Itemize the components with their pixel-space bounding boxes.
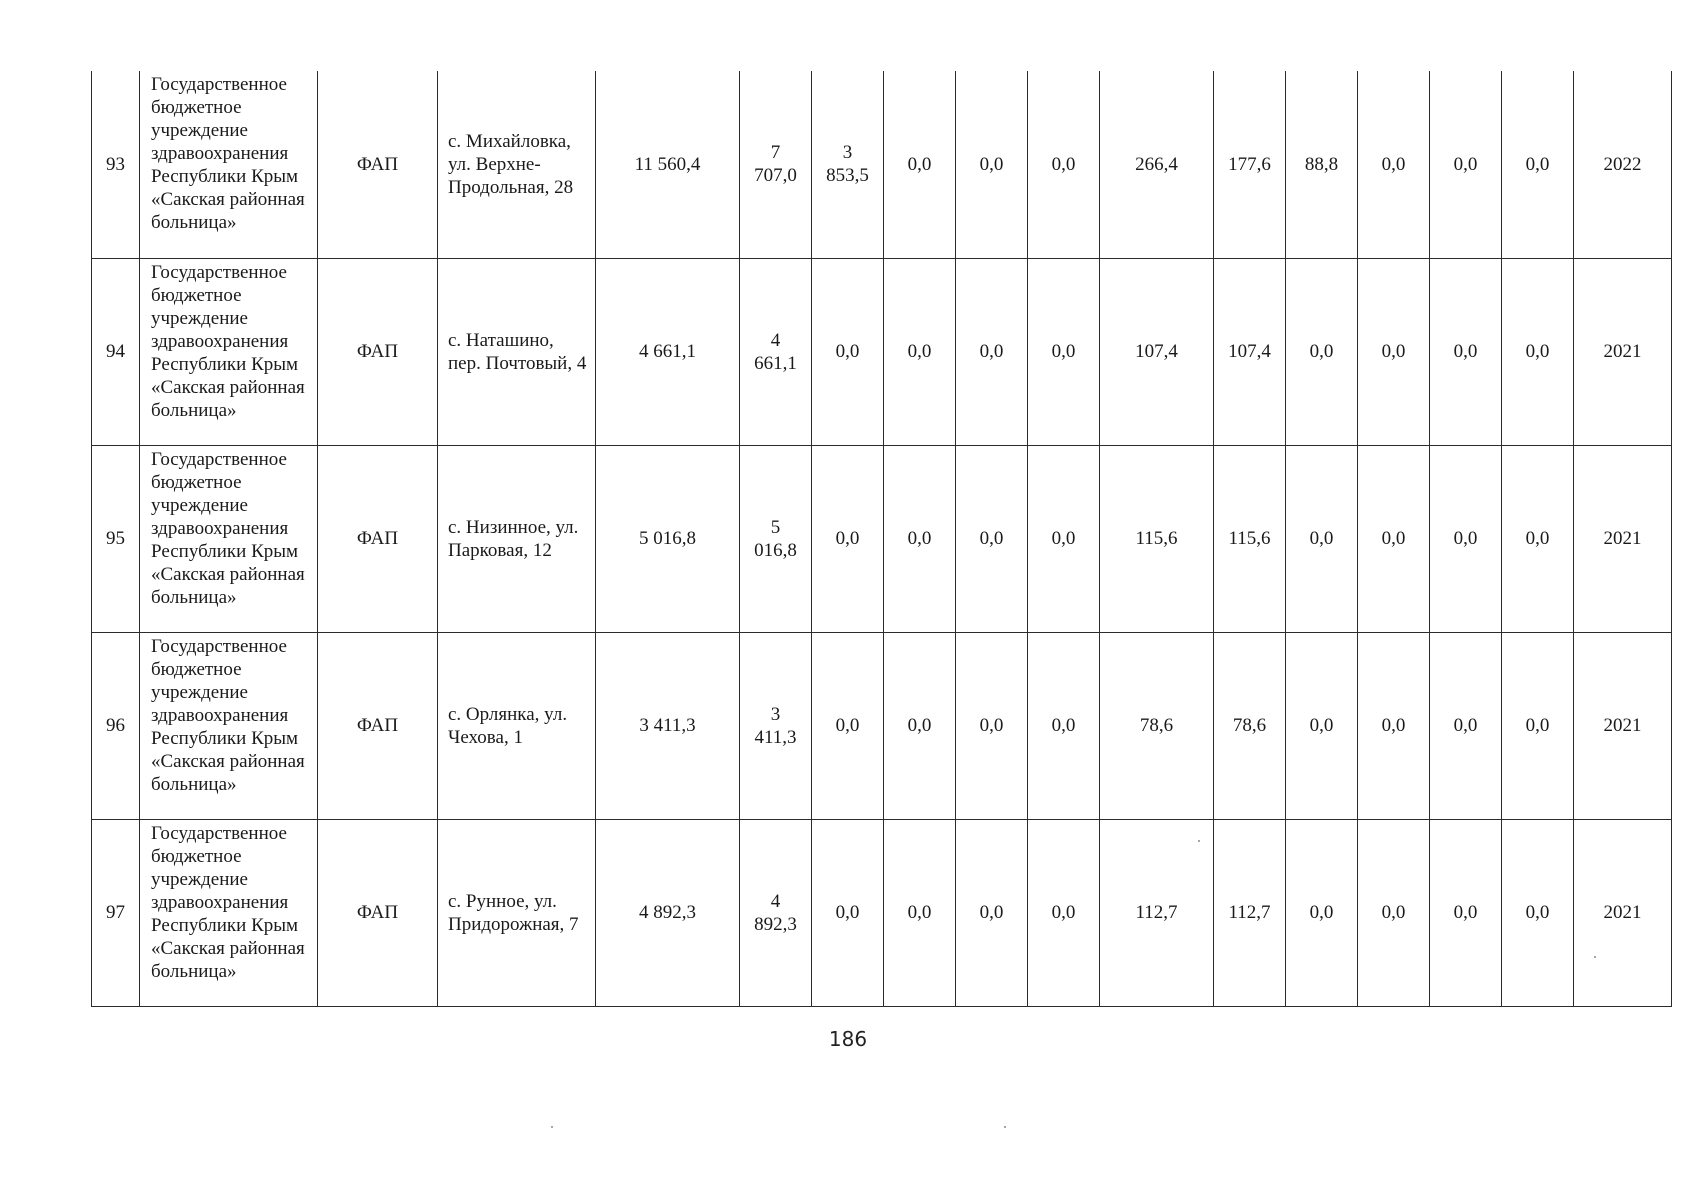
facility-address: с. Рунное, ул. Придорожная, 7	[438, 819, 596, 1006]
funding-col-a-line1: 5	[770, 516, 781, 538]
value-cell: 107,4	[1214, 258, 1286, 445]
facility-type: ФАП	[318, 445, 438, 632]
funding-col-b: 0,0	[812, 819, 884, 1006]
funding-col-b	[812, 71, 884, 258]
table-row	[92, 71, 1672, 258]
table-row	[92, 819, 1672, 1006]
organization-name: Государственное бюджетное учреждение здравоохранения Республики Крым «Сакская районная больница»	[140, 258, 318, 445]
scan-speck	[551, 1126, 553, 1128]
value-cell: 0,0	[1430, 632, 1502, 819]
funding-col-a-line1: 4	[770, 890, 781, 912]
value-cell: 0,0	[1502, 445, 1574, 632]
value-cell: 0,0	[1028, 258, 1100, 445]
value-cell: 0,0	[1286, 258, 1358, 445]
value-cell: 0,0	[1430, 445, 1502, 632]
total-cost: 4 892,3	[596, 819, 740, 1006]
funding-col-a-line2: 707,0	[754, 165, 797, 187]
organization-name: Государственное бюджетное учреждение здравоохранения Республики Крым «Сакская районная больница»	[140, 445, 318, 632]
value-cell: 0,0	[1502, 632, 1574, 819]
value-cell: 0,0	[1358, 258, 1430, 445]
year-cell: 2021	[1574, 445, 1672, 632]
value-cell: 0,0	[1286, 819, 1358, 1006]
funding-col-a	[740, 819, 812, 1006]
value-cell: 0,0	[1028, 632, 1100, 819]
funding-col-b-line1: 3	[842, 142, 853, 164]
value-cell: 115,6	[1100, 445, 1214, 632]
facility-type: ФАП	[318, 632, 438, 819]
facility-address: с. Орлянка, ул. Чехова, 1	[438, 632, 596, 819]
facility-type: ФАП	[318, 71, 438, 258]
value-cell: 0,0	[1028, 71, 1100, 258]
funding-col-a-line2: 016,8	[754, 539, 797, 561]
funding-col-a-line1: 7	[770, 142, 781, 164]
value-cell: 0,0	[956, 258, 1028, 445]
funding-col-a	[740, 632, 812, 819]
value-cell: 0,0	[956, 445, 1028, 632]
value-cell: 0,0	[1430, 819, 1502, 1006]
facility-type: ФАП	[318, 819, 438, 1006]
funding-col-a-line2: 411,3	[754, 726, 797, 748]
page-number: 186	[828, 1027, 868, 1051]
value-cell: 78,6	[1214, 632, 1286, 819]
funding-col-b: 0,0	[812, 632, 884, 819]
funding-col-a	[740, 445, 812, 632]
year-cell: 2021	[1574, 258, 1672, 445]
year-cell: 2021	[1574, 632, 1672, 819]
table-row	[92, 258, 1672, 445]
table-row	[92, 632, 1672, 819]
organization-name: Государственное бюджетное учреждение здравоохранения Республики Крым «Сакская районная больница»	[140, 819, 318, 1006]
value-cell: 115,6	[1214, 445, 1286, 632]
row-number: 93	[92, 71, 140, 258]
funding-col-a-line2: 661,1	[754, 352, 797, 374]
row-number: 96	[92, 632, 140, 819]
value-cell: 0,0	[884, 445, 956, 632]
organization-name: Государственное бюджетное учреждение здравоохранения Республики Крым «Сакская районная больница»	[140, 632, 318, 819]
total-cost: 5 016,8	[596, 445, 740, 632]
value-cell: 0,0	[1430, 258, 1502, 445]
funding-col-a	[740, 71, 812, 258]
value-cell: 0,0	[884, 258, 956, 445]
value-cell: 0,0	[956, 632, 1028, 819]
value-cell: 0,0	[1358, 71, 1430, 258]
year-cell: 2022	[1574, 71, 1672, 258]
scan-speck	[1594, 956, 1596, 958]
row-number: 95	[92, 445, 140, 632]
facility-address: с. Михайловка, ул. Верхне-Продольная, 28	[438, 71, 596, 258]
facility-address: с. Наташино, пер. Почтовый, 4	[438, 258, 596, 445]
value-cell: 0,0	[1358, 632, 1430, 819]
funding-col-a-line1: 4	[770, 329, 781, 351]
table-row	[92, 445, 1672, 632]
organization-name: Государственное бюджетное учреждение здравоохранения Республики Крым «Сакская районная больница»	[140, 71, 318, 258]
value-cell: 107,4	[1100, 258, 1214, 445]
value-cell: 0,0	[884, 632, 956, 819]
facilities-table	[91, 71, 1672, 1007]
value-cell: 88,8	[1286, 71, 1358, 258]
value-cell: 0,0	[1028, 445, 1100, 632]
funding-col-b: 0,0	[812, 445, 884, 632]
value-cell: 112,7	[1214, 819, 1286, 1006]
value-cell: 177,6	[1214, 71, 1286, 258]
value-cell: 78,6	[1100, 632, 1214, 819]
total-cost: 4 661,1	[596, 258, 740, 445]
value-cell: 0,0	[1430, 71, 1502, 258]
value-cell: 0,0	[884, 819, 956, 1006]
funding-col-b-line2: 853,5	[826, 165, 869, 187]
row-number: 94	[92, 258, 140, 445]
funding-col-a-line1: 3	[770, 703, 781, 725]
scan-speck	[1004, 1126, 1006, 1128]
total-cost: 3 411,3	[596, 632, 740, 819]
value-cell: 0,0	[884, 71, 956, 258]
value-cell: 266,4	[1100, 71, 1214, 258]
funding-col-a	[740, 258, 812, 445]
value-cell: 0,0	[1502, 819, 1574, 1006]
value-cell: 0,0	[956, 71, 1028, 258]
year-cell: 2021	[1574, 819, 1672, 1006]
funding-col-a-line2: 892,3	[754, 913, 797, 935]
facility-type: ФАП	[318, 258, 438, 445]
funding-col-b: 0,0	[812, 258, 884, 445]
scan-speck	[1198, 840, 1200, 842]
value-cell: 0,0	[1286, 445, 1358, 632]
value-cell: 0,0	[1286, 632, 1358, 819]
value-cell: 0,0	[1028, 819, 1100, 1006]
value-cell: 0,0	[1358, 819, 1430, 1006]
value-cell: 0,0	[956, 819, 1028, 1006]
row-number: 97	[92, 819, 140, 1006]
facility-address: с. Низинное, ул. Парковая, 12	[438, 445, 596, 632]
total-cost: 11 560,4	[596, 71, 740, 258]
value-cell: 0,0	[1502, 258, 1574, 445]
value-cell: 0,0	[1502, 71, 1574, 258]
value-cell: 0,0	[1358, 445, 1430, 632]
value-cell: 112,7	[1100, 819, 1214, 1006]
